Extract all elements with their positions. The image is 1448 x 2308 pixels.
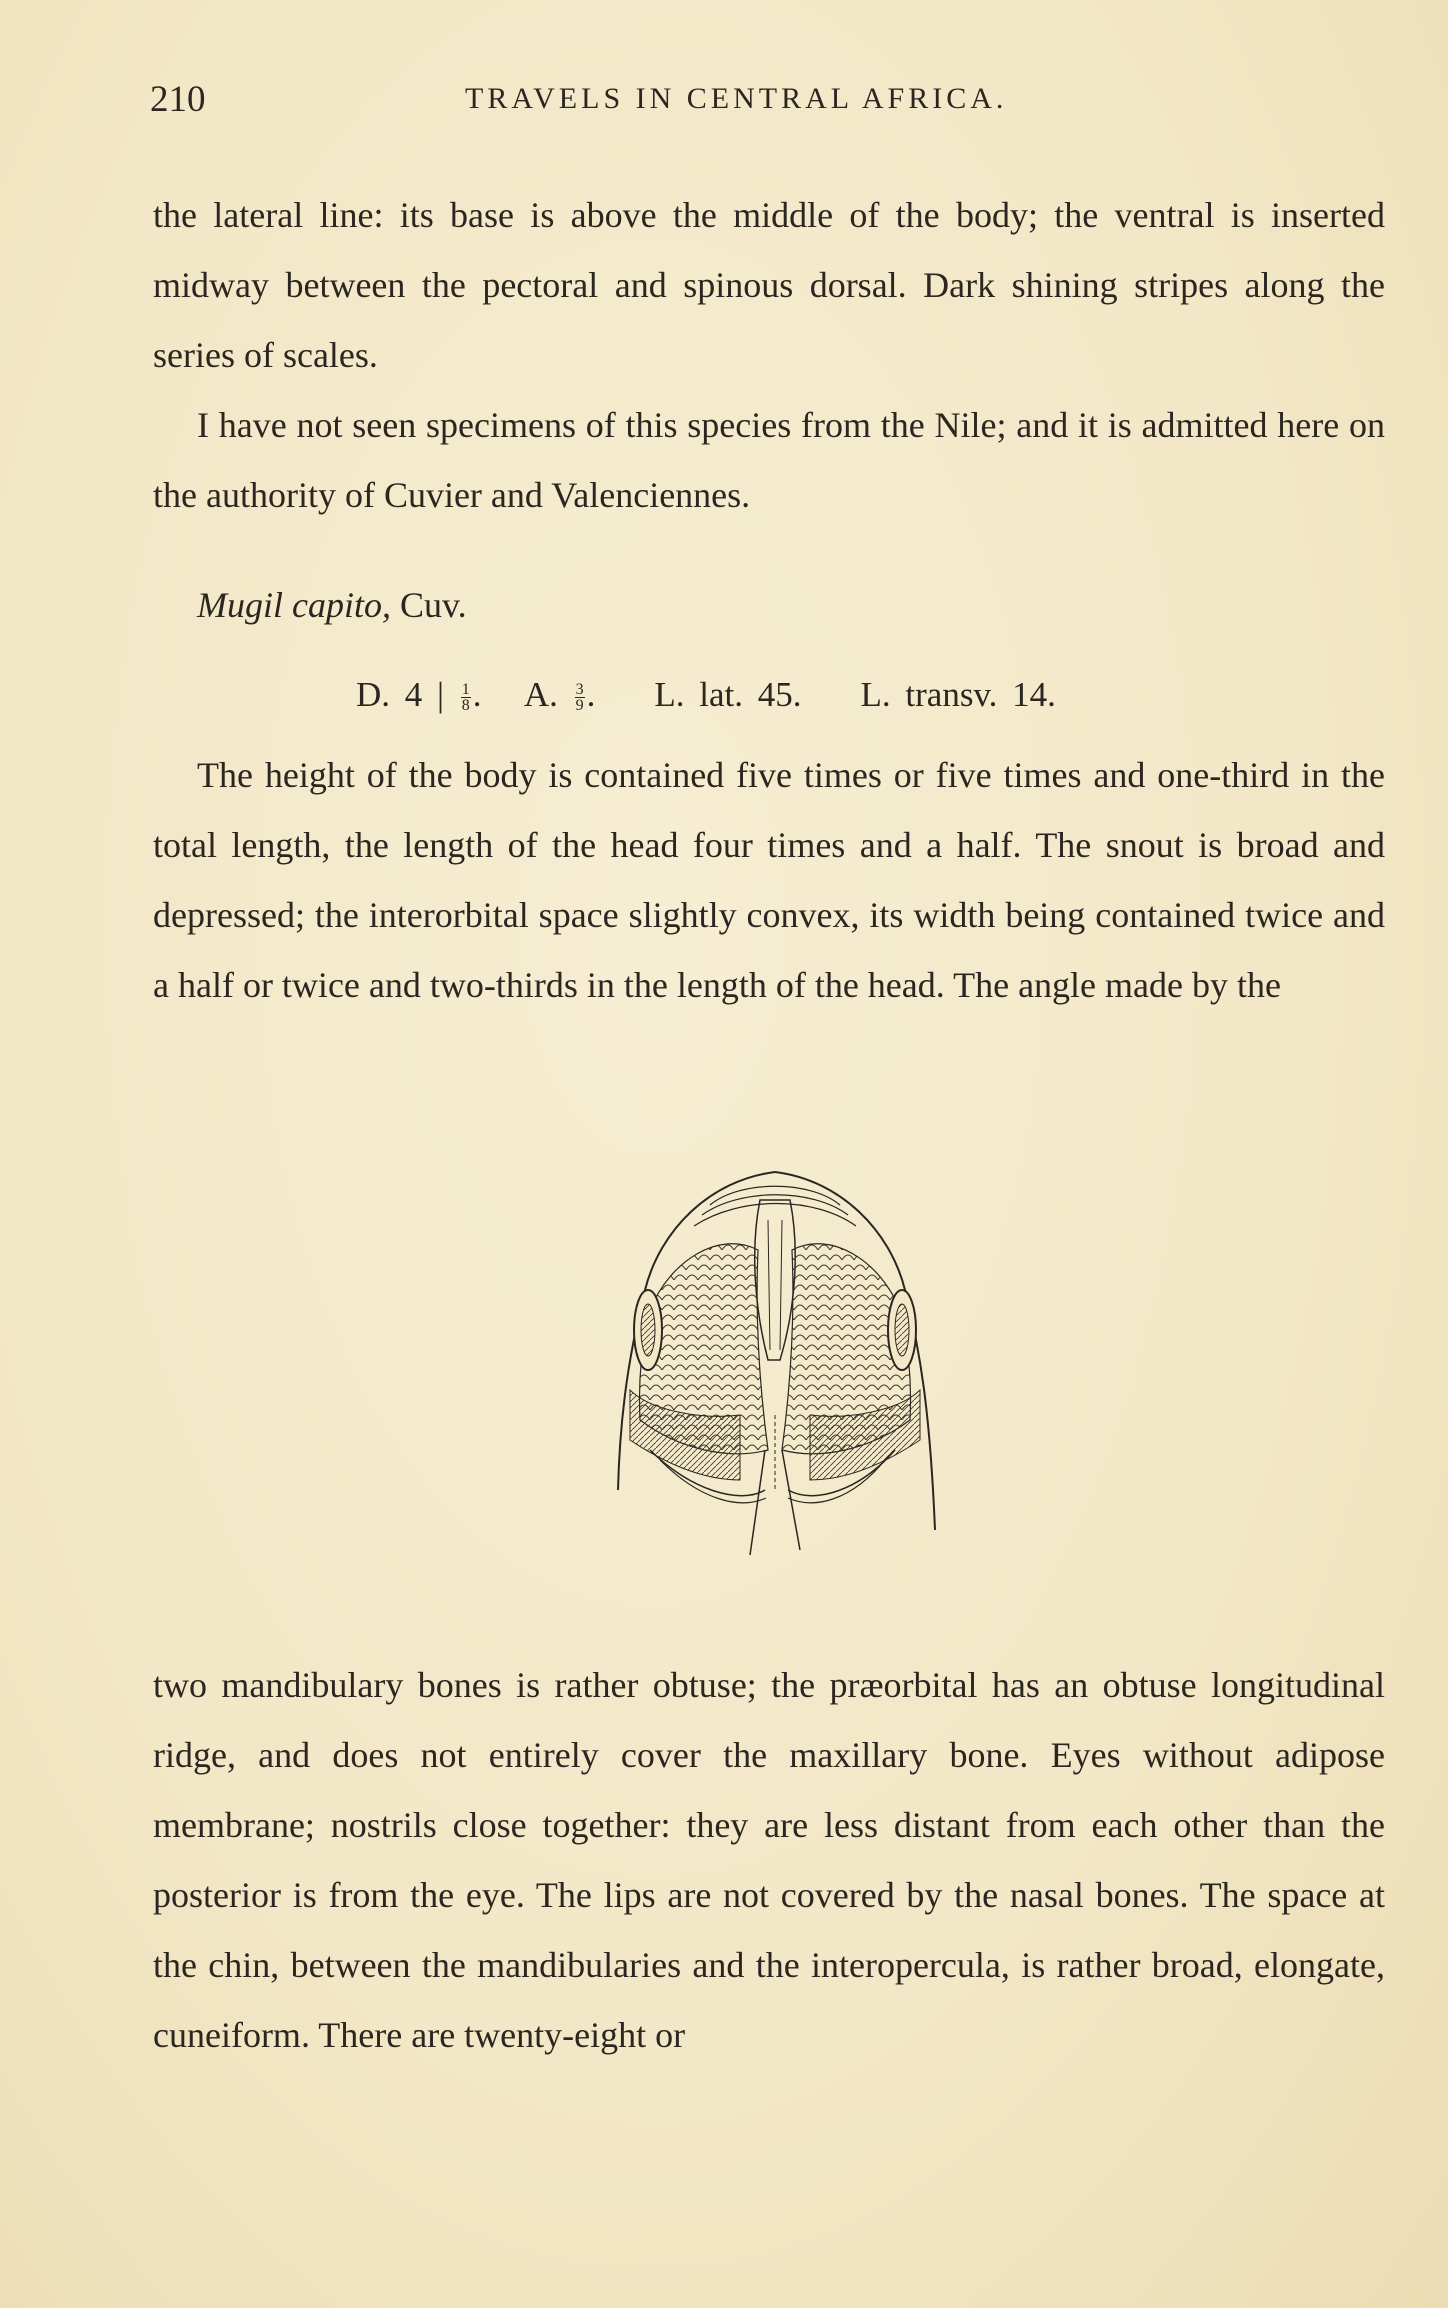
paragraph-proportions: The height of the body is contained five times or five times and one-third in the total length, the length of the head four times and a half. The snout is broad and depressed; the interorbital space slightly convex, its width being contained twice and a half or twice and two-thirds in the length of the head. The angle made by the <box>153 755 1385 1005</box>
description-text <box>153 740 1385 1020</box>
anal-den: 9 <box>575 697 584 715</box>
page-number: 210 <box>150 79 206 120</box>
transverse-count: L. transv. 14. <box>860 675 1056 714</box>
running-title: TRAVELS IN CENTRAL AFRICA. <box>465 82 1008 115</box>
dorsal-den: 8 <box>461 697 470 715</box>
paragraph-authority: I have not seen specimens of this species from the Nile; and it is admitted here on the authority of Cuvier and Valenciennes. <box>153 405 1385 515</box>
species-name: Mugil capito, <box>197 585 391 625</box>
dorsal-num: 1 <box>461 681 470 699</box>
anal-fraction <box>575 682 585 713</box>
dorsal-prefix: D. 4 | <box>356 675 445 714</box>
dorsal-fraction <box>461 682 471 713</box>
paragraph-mandibulary: two mandibulary bones is rather obtuse; the præorbital has an obtuse longitudinal ridge, and does not entirely cover the maxillary bone. Eyes without adipose membrane; nostrils close together: they are less distant from each other than the posterior is from the eye. The lips are not covered by the nasal bones. The space at the chin, between the mandibularies and the interopercula, is rather broad, elongate, cuneiform. There are twenty-eight or <box>153 1665 1385 2055</box>
species-author: Cuv. <box>399 585 467 625</box>
species-heading <box>197 570 467 640</box>
continuation-text <box>153 1650 1385 2070</box>
anal-num: 3 <box>575 681 584 699</box>
fin-formula: D. 4 | $\frac{1}{8}$ . A. $\frac{3}{9}$ . L. lat. 45. L. transv. 14. <box>356 675 1056 715</box>
lateral-line-count: L. lat. 45. <box>654 675 802 714</box>
anal-prefix: A. <box>523 675 558 714</box>
paragraph-lateral-line: the lateral line: its base is above the middle of the body; the ventral is inserted midway between the pectoral and spinous dorsal. Dark shining stripes along the series of scales. <box>153 195 1385 375</box>
running-head <box>150 78 1390 128</box>
fish-head-illustration <box>590 1160 960 1570</box>
fish-head-engraving <box>590 1160 960 1570</box>
opening-text <box>153 180 1385 530</box>
